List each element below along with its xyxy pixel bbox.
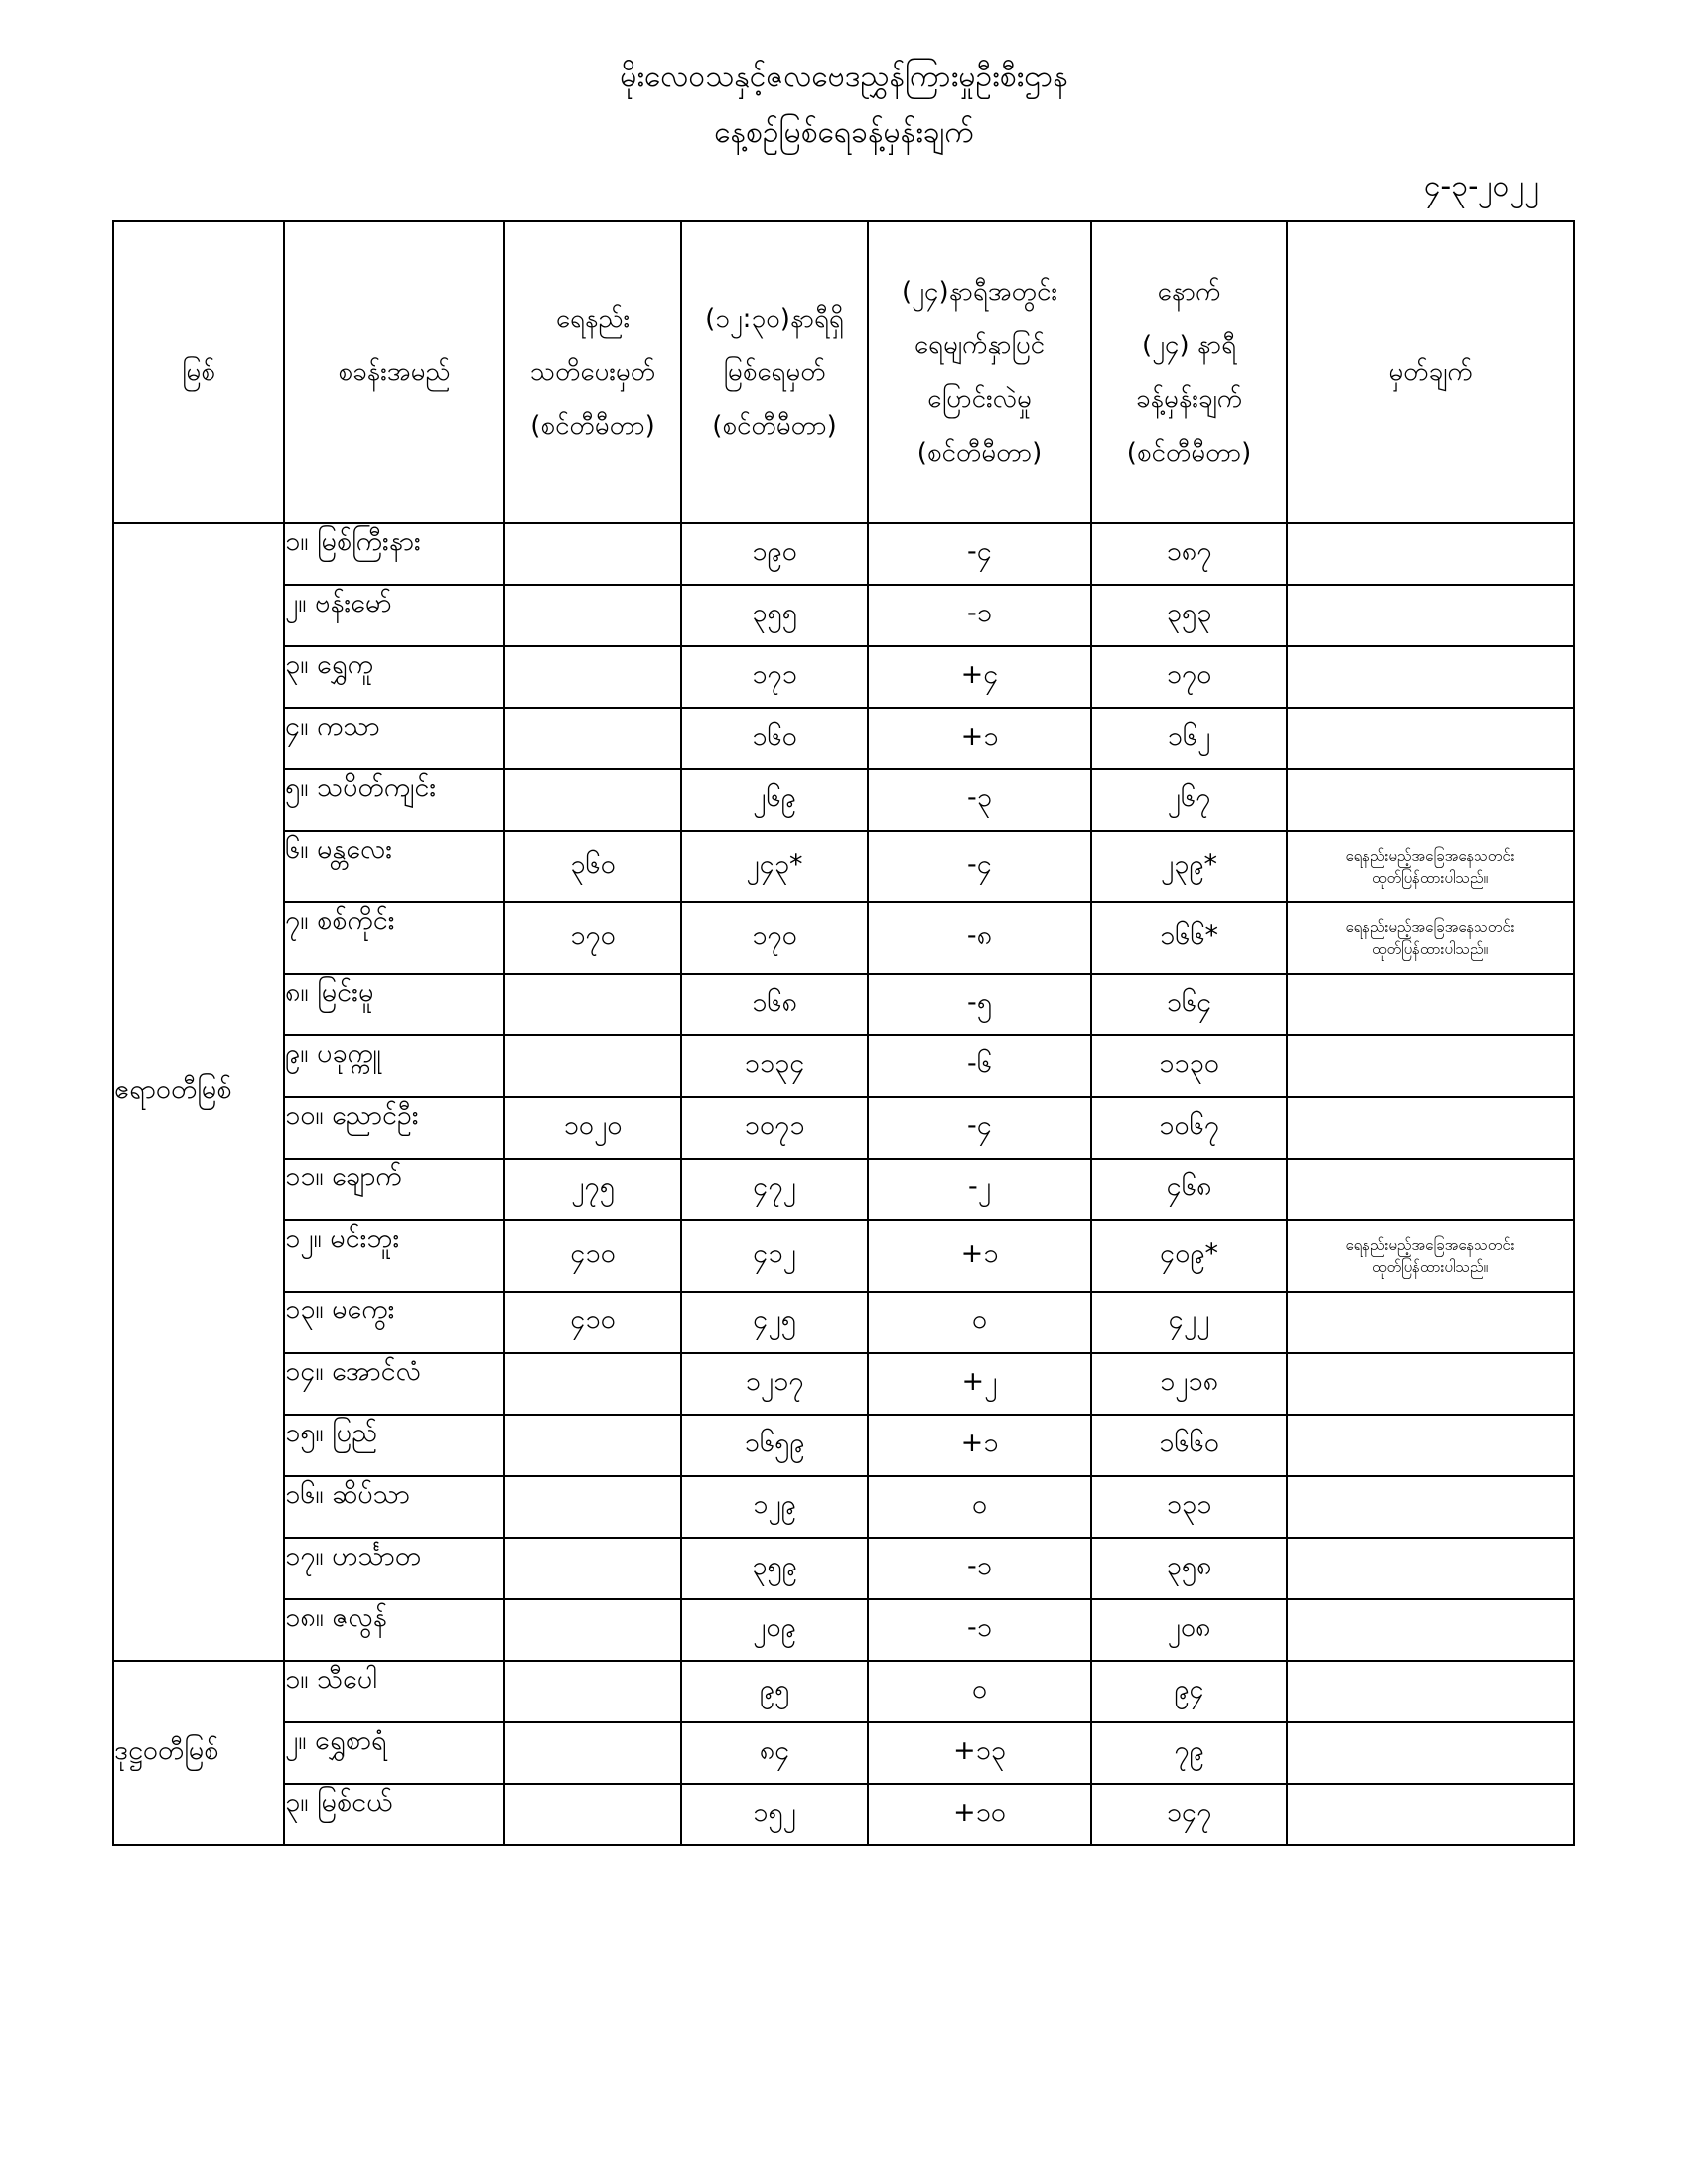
- level-change: ၀: [868, 1292, 1091, 1353]
- observed-level: ၁၅၂: [681, 1784, 868, 1845]
- river-name: ဒုဋ္ဌဝတီမြစ်: [113, 1661, 284, 1845]
- station-name: ၁၄။ အောင်လံ: [284, 1353, 504, 1415]
- station-name: ၂။ ဗန်းမော်: [284, 585, 504, 646]
- level-change: ၀: [868, 1661, 1091, 1722]
- forecast-level: ၇၉: [1091, 1722, 1287, 1784]
- danger-level: [504, 708, 681, 769]
- danger-level: ၁၀၂၀: [504, 1097, 681, 1159]
- forecast-level: ၁၆၂: [1091, 708, 1287, 769]
- remark: [1287, 1538, 1574, 1599]
- danger-level: [504, 1784, 681, 1845]
- observed-level: ၁၂၉: [681, 1476, 868, 1538]
- remark: [1287, 1599, 1574, 1661]
- remark: [1287, 1722, 1574, 1784]
- remark: [1287, 769, 1574, 831]
- remark: [1287, 646, 1574, 708]
- column-header-remarks: မှတ်ချက်: [1287, 221, 1574, 523]
- table-row: [113, 1353, 1574, 1415]
- observed-level: ၂၆၉: [681, 769, 868, 831]
- level-change: +၁၀: [868, 1784, 1091, 1845]
- river-name: ဧရာဝတီမြစ်: [113, 523, 284, 1661]
- table-row: [113, 1415, 1574, 1476]
- table-row: [113, 1159, 1574, 1220]
- danger-level: [504, 1538, 681, 1599]
- level-change: -၄: [868, 831, 1091, 902]
- station-name: ၁၃။ မကွေး: [284, 1292, 504, 1353]
- level-change: -၂: [868, 1159, 1091, 1220]
- report-date: ၄-၃-၂၀၂၂: [1423, 169, 1539, 204]
- danger-level: ၂၇၅: [504, 1159, 681, 1220]
- table-row: [113, 831, 1574, 902]
- level-change: +၄: [868, 646, 1091, 708]
- table-row: [113, 769, 1574, 831]
- table-row: [113, 1538, 1574, 1599]
- danger-level: [504, 585, 681, 646]
- forecast-level: ၁၁၃၀: [1091, 1035, 1287, 1097]
- observed-level: ၁၇၀: [681, 902, 868, 974]
- report-title: နေ့စဉ်မြစ်ရေခန့်မှန်းချက်: [714, 115, 974, 150]
- danger-level: ၄၁၀: [504, 1292, 681, 1353]
- level-change: -၆: [868, 1035, 1091, 1097]
- table-row: [113, 1292, 1574, 1353]
- station-name: ၅။ သပိတ်ကျင်း: [284, 769, 504, 831]
- level-change: -၁: [868, 1538, 1091, 1599]
- forecast-level: ၁၂၁၈: [1091, 1353, 1287, 1415]
- station-name: ၃။ မြစ်ငယ်: [284, 1784, 504, 1845]
- column-header-danger-level: ရေနည်း သတိပေးမှတ် (စင်တီမီတာ): [504, 221, 681, 523]
- column-header-river: မြစ်: [113, 221, 284, 523]
- forecast-level: ၄၀၉*: [1091, 1220, 1287, 1292]
- level-change: -၈: [868, 902, 1091, 974]
- level-change: +၁: [868, 1415, 1091, 1476]
- table-row: [113, 974, 1574, 1035]
- forecast-level: ၁၄၇: [1091, 1784, 1287, 1845]
- observed-level: ၁၂၁၇: [681, 1353, 868, 1415]
- forecast-level: ၁၀၆၇: [1091, 1097, 1287, 1159]
- station-name: ၈။ မြင်းမူ: [284, 974, 504, 1035]
- danger-level: ၃၆၀: [504, 831, 681, 902]
- observed-level: ၈၄: [681, 1722, 868, 1784]
- remark: [1287, 1035, 1574, 1097]
- forecast-level: ၉၄: [1091, 1661, 1287, 1722]
- observed-level: ၁၀၇၁: [681, 1097, 868, 1159]
- table-row: [113, 1599, 1574, 1661]
- remark: [1287, 1097, 1574, 1159]
- observed-level: ၁၆၅၉: [681, 1415, 868, 1476]
- remark: [1287, 1415, 1574, 1476]
- danger-level: [504, 769, 681, 831]
- forecast-level: ၃၅၈: [1091, 1538, 1287, 1599]
- station-name: ၁၇။ ဟင်္သာတ: [284, 1538, 504, 1599]
- observed-level: ၁၁၃၄: [681, 1035, 868, 1097]
- remark: ရေနည်းမည့်အခြေအနေသတင်း ထုတ်ပြန်ထားပါသည်။: [1287, 902, 1574, 974]
- station-name: ၁။ သီပေါ: [284, 1661, 504, 1722]
- observed-level: ၁၆၀: [681, 708, 868, 769]
- forecast-level: ၃၅၃: [1091, 585, 1287, 646]
- danger-level: [504, 1599, 681, 1661]
- remark: [1287, 585, 1574, 646]
- table-row: [113, 1784, 1574, 1845]
- station-name: ၂။ ရွှေစာရံ: [284, 1722, 504, 1784]
- level-change: -၄: [868, 1097, 1091, 1159]
- column-header-forecast: နောက် (၂၄) နာရီ ခန့်မှန်းချက် (စင်တီမီတာ): [1091, 221, 1287, 523]
- station-name: ၁။ မြစ်ကြီးနား: [284, 523, 504, 585]
- station-name: ၁၂။ မင်းဘူး: [284, 1220, 504, 1292]
- table-row: [113, 1220, 1574, 1292]
- station-name: ၁၀။ ညောင်ဦး: [284, 1097, 504, 1159]
- danger-level: [504, 1722, 681, 1784]
- forecast-level: ၂၀၈: [1091, 1599, 1287, 1661]
- observed-level: ၁၉၀: [681, 523, 868, 585]
- danger-level: [504, 1476, 681, 1538]
- station-name: ၁၅။ ပြည်: [284, 1415, 504, 1476]
- forecast-level: ၁၆၄: [1091, 974, 1287, 1035]
- level-change: -၁: [868, 1599, 1091, 1661]
- table-body: [113, 523, 1574, 1845]
- observed-level: ၄၇၂: [681, 1159, 868, 1220]
- column-header-station: စခန်းအမည်: [284, 221, 504, 523]
- observed-level: ၃၅၅: [681, 585, 868, 646]
- level-change: -၃: [868, 769, 1091, 831]
- remark: [1287, 1353, 1574, 1415]
- remark: [1287, 1476, 1574, 1538]
- observed-level: ၂၄၃*: [681, 831, 868, 902]
- forecast-level: ၁၈၇: [1091, 523, 1287, 585]
- observed-level: ၁၆၈: [681, 974, 868, 1035]
- danger-level: [504, 1415, 681, 1476]
- level-change: +၁၃: [868, 1722, 1091, 1784]
- station-name: ၃။ ရွှေကူ: [284, 646, 504, 708]
- station-name: ၇။ စစ်ကိုင်း: [284, 902, 504, 974]
- level-change: +၂: [868, 1353, 1091, 1415]
- forecast-level: ၁၆၆*: [1091, 902, 1287, 974]
- danger-level: ၁၇၀: [504, 902, 681, 974]
- table-row: [113, 1722, 1574, 1784]
- danger-level: [504, 1661, 681, 1722]
- station-name: ၄။ ကသာ: [284, 708, 504, 769]
- table-row: [113, 902, 1574, 974]
- observed-level: ၄၁၂: [681, 1220, 868, 1292]
- table-row: [113, 1097, 1574, 1159]
- table-row: [113, 1035, 1574, 1097]
- remark: [1287, 1661, 1574, 1722]
- remark: [1287, 1159, 1574, 1220]
- forecast-level: ၁၆၆၀: [1091, 1415, 1287, 1476]
- danger-level: [504, 523, 681, 585]
- column-header-24h-change: (၂၄)နာရီအတွင်း ရေမျက်နှာပြင် ပြောင်းလဲမှု (စင်တီမီတာ): [868, 221, 1091, 523]
- level-change: -၅: [868, 974, 1091, 1035]
- observed-level: ၂၀၉: [681, 1599, 868, 1661]
- remark: ရေနည်းမည့်အခြေအနေသတင်း ထုတ်ပြန်ထားပါသည်။: [1287, 831, 1574, 902]
- level-change: -၁: [868, 585, 1091, 646]
- remark: [1287, 1292, 1574, 1353]
- danger-level: [504, 1035, 681, 1097]
- forecast-level: ၄၂၂: [1091, 1292, 1287, 1353]
- observed-level: ၁၇၁: [681, 646, 868, 708]
- department-title: မိုးလေဝသနှင့်ဇလဗေဒညွှန်ကြားမှုဦးစီးဌာန: [620, 60, 1068, 94]
- observed-level: ၉၅: [681, 1661, 868, 1722]
- table-row: [113, 585, 1574, 646]
- remark: [1287, 523, 1574, 585]
- river-level-table: [112, 220, 1575, 1846]
- forecast-level: ၂၃၉*: [1091, 831, 1287, 902]
- forecast-level: ၁၇၀: [1091, 646, 1287, 708]
- table-row: [113, 1476, 1574, 1538]
- station-name: ၁၆။ ဆိပ်သာ: [284, 1476, 504, 1538]
- observed-level: ၃၅၉: [681, 1538, 868, 1599]
- forecast-level: ၄၆၈: [1091, 1159, 1287, 1220]
- remark: [1287, 1784, 1574, 1845]
- level-change: +၁: [868, 708, 1091, 769]
- danger-level: [504, 974, 681, 1035]
- station-name: ၉။ ပခုက္ကူ: [284, 1035, 504, 1097]
- station-name: ၆။ မန္တလေး: [284, 831, 504, 902]
- table-row: [113, 708, 1574, 769]
- column-header-observed-level: (၁၂:၃၀)နာရီရှိ မြစ်ရေမှတ် (စင်တီမီတာ): [681, 221, 868, 523]
- remark: ရေနည်းမည့်အခြေအနေသတင်း ထုတ်ပြန်ထားပါသည်။: [1287, 1220, 1574, 1292]
- danger-level: [504, 646, 681, 708]
- remark: [1287, 708, 1574, 769]
- remark: [1287, 974, 1574, 1035]
- danger-level: [504, 1353, 681, 1415]
- table-row: [113, 523, 1574, 585]
- level-change: -၄: [868, 523, 1091, 585]
- observed-level: ၄၂၅: [681, 1292, 868, 1353]
- table-row: [113, 646, 1574, 708]
- forecast-level: ၁၃၁: [1091, 1476, 1287, 1538]
- station-name: ၁၁။ ချောက်: [284, 1159, 504, 1220]
- forecast-level: ၂၆၇: [1091, 769, 1287, 831]
- header-row: [113, 221, 1574, 523]
- level-change: +၁: [868, 1220, 1091, 1292]
- table-row: [113, 1661, 1574, 1722]
- danger-level: ၄၁၀: [504, 1220, 681, 1292]
- station-name: ၁၈။ ဇလွန်: [284, 1599, 504, 1661]
- level-change: ၀: [868, 1476, 1091, 1538]
